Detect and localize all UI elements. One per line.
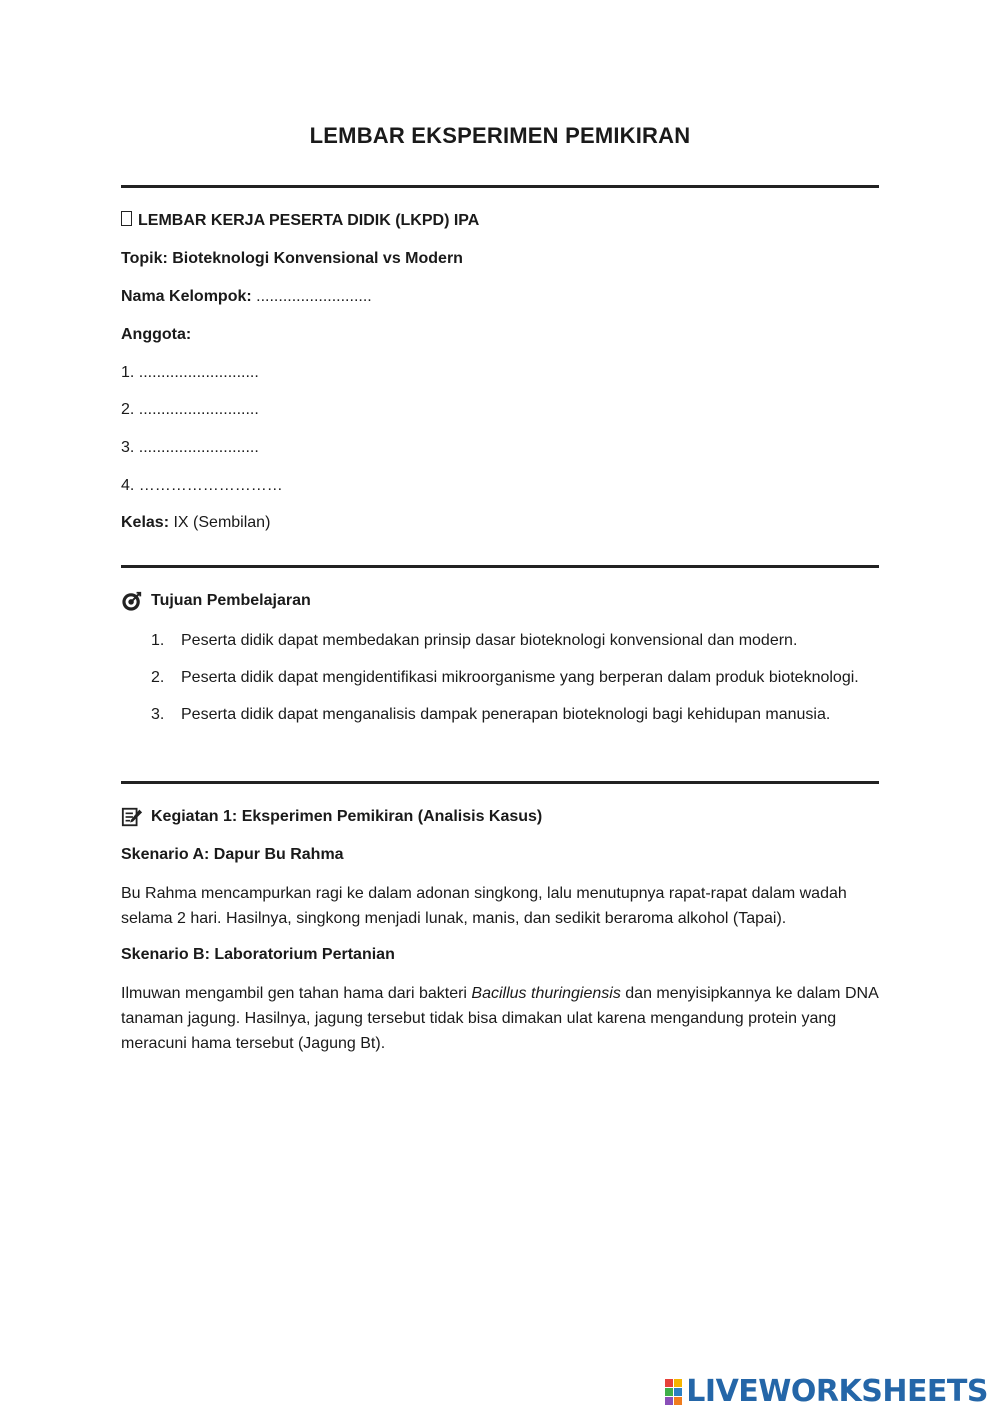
logo-tile — [665, 1397, 673, 1405]
tujuan-heading — [121, 590, 311, 612]
kegiatan-heading — [121, 806, 542, 828]
tujuan-heading-label: Tujuan Pembelajaran — [151, 592, 311, 609]
logo-tile — [674, 1397, 682, 1405]
logo-tile — [674, 1388, 682, 1396]
logo-text: LIVEWORKSHEETS — [686, 1374, 988, 1409]
anggota-item[interactable]: 4. ……………………… — [121, 477, 283, 494]
divider — [121, 565, 879, 568]
divider — [121, 185, 879, 188]
skenario-a-text: Bu Rahma mencampurkan ragi ke dalam adonan singkong, lalu menutupnya rapat-rapat dalam wadah selama 2 hari. Hasilnya, singkong menjadi lunak, manis, dan sedikit beraroma alkohol (Tapai). — [121, 885, 847, 927]
skenario-b-title: Skenario B: Laboratorium Pertanian — [121, 946, 395, 963]
page-title: LEMBAR EKSPERIMEN PEMIKIRAN — [309, 123, 691, 148]
species-name: Bacillus thuringiensis — [471, 985, 621, 1002]
anggota-item[interactable]: 2. ........................... — [121, 401, 259, 418]
target-icon — [121, 590, 143, 612]
anggota-label: Anggota: — [121, 326, 192, 343]
logo-tile — [674, 1379, 682, 1387]
logo-tile — [665, 1379, 673, 1387]
kelas-line — [121, 514, 270, 532]
topik-line: Topik: Bioteknologi Konvensional vs Modern — [121, 250, 463, 267]
list-item: 2. Peserta didik dapat mengidentifikasi mikroorganisme yang berperan dalam produk bioteknologi. — [151, 669, 859, 686]
anggota-item[interactable]: 3. ........................... — [121, 439, 259, 456]
logo-tile — [665, 1388, 673, 1396]
kelas-value: IX (Sembilan) — [169, 514, 271, 531]
memo-icon — [121, 806, 143, 828]
kelas-label: Kelas: — [121, 514, 170, 531]
tujuan-list — [121, 628, 879, 739]
list-item: 1. Peserta didik dapat membedakan prinsip dasar bioteknologi konvensional dan modern. — [151, 632, 798, 649]
kegiatan-heading-label: Kegiatan 1: Eksperimen Pemikiran (Analisis Kasus) — [151, 808, 543, 825]
lkpd-heading: LEMBAR KERJA PESERTA DIDIK (LKPD) IPA — [121, 211, 479, 230]
nama-kelompok-label: Nama Kelompok: — [121, 288, 252, 305]
skenario-a-title: Skenario A: Dapur Bu Rahma — [121, 846, 344, 863]
liveworksheets-logo[interactable] — [665, 1374, 988, 1409]
divider — [121, 781, 879, 784]
logo-mark-icon — [665, 1379, 682, 1405]
nama-kelompok-value[interactable]: .......................... — [251, 288, 372, 305]
list-item: 3. Peserta didik dapat menganalisis dampak penerapan bioteknologi bagi kehidupan manusia. — [151, 706, 831, 723]
checkbox-glyph-icon — [121, 211, 132, 226]
nama-kelompok-line — [121, 288, 372, 306]
anggota-item[interactable]: 1. ........................... — [121, 364, 259, 381]
skenario-b-text: Ilmuwan mengambil gen tahan hama dari bakteri Bacillus thuringiensis dan menyisipkannya ke dalam DNA tanaman jagung. Hasilnya, jagung tersebut tidak bisa dimakan ulat karena mengandung protein yang meracuni hama tersebut (Jagung Bt). — [121, 985, 878, 1052]
